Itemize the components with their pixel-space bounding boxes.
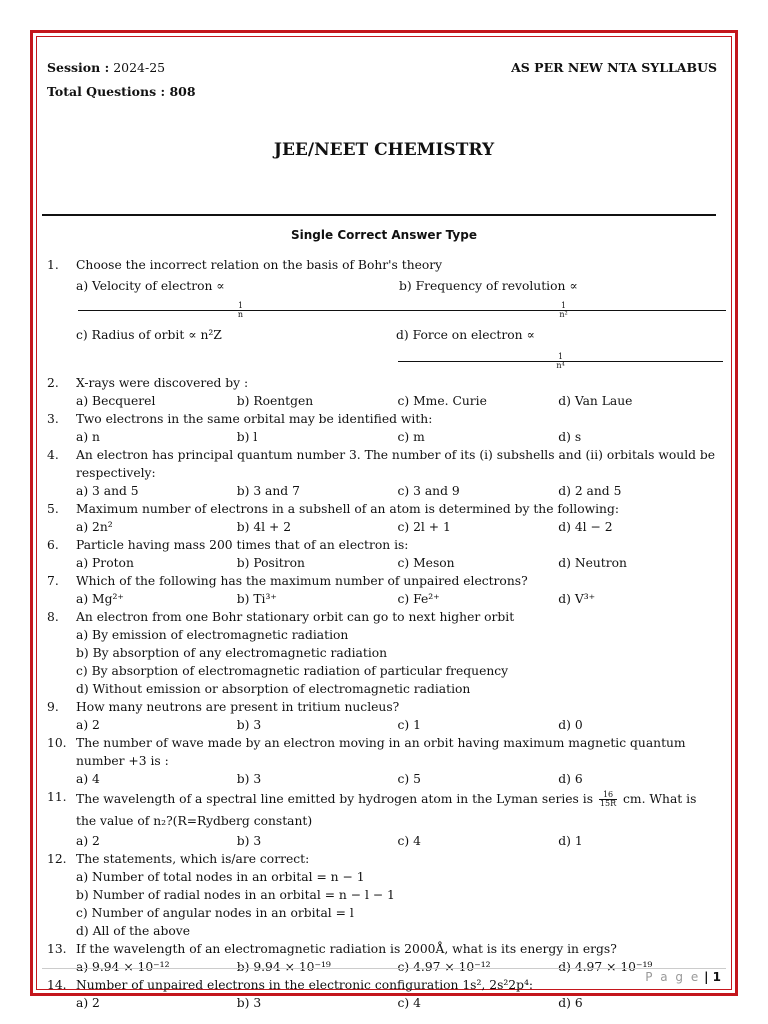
question-number: 14. [47,978,67,992]
option-b: b) Roentgen [236,394,314,408]
options-row [76,958,719,976]
question-list [47,256,719,1012]
options-row [76,428,719,446]
option-d: d) V³⁺ [558,592,596,606]
question-number: 12. [47,852,67,866]
option-d: d) s [558,430,582,444]
options-row [76,554,719,572]
question-text: Particle having mass 200 times that of an electron is: [76,538,409,552]
options-row [76,392,719,410]
option-a: a) 4 [76,772,100,786]
option-b: b) l [236,430,258,444]
frac-den: n⁴ [556,361,565,370]
option-a: a) 2 [76,834,100,848]
question-text: X-rays were discovered by : [76,376,249,390]
frac-den: n² [559,310,568,319]
option-d: d) Force on electron ∝ $\frac{1}{\text{n⁴}}$ [396,322,719,374]
question-number: 13. [47,942,67,956]
option-a: a) 2n² [76,520,113,534]
question-8 [47,608,719,698]
question-1 [47,256,719,374]
frac-num: 1 [78,302,403,311]
options-row [76,518,719,536]
question-number: 4. [47,448,59,462]
section-heading: Single Correct Answer Type [291,228,477,242]
question-10 [47,734,719,788]
frac-num: 16 [599,791,617,800]
option-c: c) Number of angular nodes in an orbital = l [76,906,354,920]
option-a: a) Proton [76,556,134,570]
option-d: d) Without emission or absorption of electromagnetic radiation [76,682,471,696]
question-number: 9. [47,700,59,714]
question-number: 1. [47,258,59,272]
page-number: | 1 [704,970,721,984]
question-text: Number of unpaired electrons in the electronic configuration 1s², 2s²2p⁴: [76,978,534,992]
question-5 [47,500,719,536]
frac-den: n [237,310,244,319]
option-b: b) 9.94 × 10⁻¹⁹ [236,960,331,974]
option-c: c) Radius of orbit ∝ n²Z [76,328,222,342]
option-b: b) 3 and 7 [236,484,300,498]
page-title: JEE/NEET CHEMISTRY [273,140,495,160]
option-a: a) 3 and 5 [76,484,139,498]
option-c: c) Meson [397,556,455,570]
syllabus-note: AS PER NEW NTA SYLLABUS [511,60,717,75]
total-questions: Total Questions : 808 [47,84,196,99]
option-a: a) 9.94 × 10⁻¹² [76,960,170,974]
option-c: c) 4 [397,996,421,1010]
option-d: d) 4.97 × 10⁻¹⁹ [558,960,653,974]
question-text: How many neutrons are present in tritium nucleus? [76,700,400,714]
question-number: 10. [47,736,67,750]
options-row [76,770,719,788]
question-text: An electron has principal quantum number 3. The number of its (i) subshells and (ii) orbitals would be respectively: [76,448,716,480]
option-c: c) Mme. Curie [397,394,487,408]
question-9 [47,698,719,734]
option-b: b) 3 [236,834,262,848]
option-c: c) 2l + 1 [397,520,451,534]
options-row [76,322,719,374]
option-a: a) Becquerel [76,394,156,408]
session-value: 2024-25 [113,60,166,75]
option-b: b) Positron [236,556,305,570]
question-7 [47,572,719,608]
frac-num: 1 [398,353,723,362]
option-d: d) All of the above [76,924,190,938]
question-number: 5. [47,502,59,516]
option-d: d) 6 [558,772,583,786]
question-3 [47,410,719,446]
option-c: c) 4 [397,834,421,848]
question-11 [47,788,719,850]
question-text: If the wavelength of an electromagnetic radiation is 2000Å, what is its energy in ergs? [76,942,617,956]
question-number: 8. [47,610,59,624]
session-info [47,60,165,75]
options-row [76,994,719,1012]
header-divider [42,214,716,216]
options-row [76,716,719,734]
page-footer [645,970,721,984]
session-label: Session : [47,60,110,75]
frac-num: 1 [401,302,726,311]
option-d: d) 1 [558,834,583,848]
option-d: d) 0 [558,718,583,732]
option-b: b) 4l + 2 [236,520,292,534]
question-6 [47,536,719,572]
question-number: 11. [47,790,67,804]
option-b: b) By absorption of any electromagnetic radiation [76,646,388,660]
options-row [76,482,719,500]
option-d: d) Neutron [558,556,627,570]
option-d: d) 4l − 2 [558,520,613,534]
option-a: a) 2 [76,718,100,732]
question-number: 6. [47,538,59,552]
option-a: a) Velocity of electron ∝ $\frac{1}{n}$ [76,274,399,322]
option-a: a) Mg²⁺ [76,592,124,606]
question-4 [47,446,719,500]
option-d: d) Van Laue [558,394,633,408]
question-number: 7. [47,574,59,588]
question-text: The number of wave made by an electron moving in an orbit having maximum magnetic quantum number +3 is : [76,736,686,768]
option-c: c) 3 and 9 [397,484,460,498]
option-c: c) 1 [397,718,421,732]
option-c: c) By absorption of electromagnetic radiation of particular frequency [76,664,509,678]
option-c: c) m [397,430,425,444]
option-a: a) 2 [76,996,100,1010]
question-number: 3. [47,412,59,426]
option-a: a) By emission of electromagnetic radiation [76,628,349,642]
question-12 [47,850,719,940]
option-d: d) 6 [558,996,583,1010]
option-d: d) 2 and 5 [558,484,622,498]
option-b: b) 3 [236,996,262,1010]
option-b: b) Number of radial nodes in an orbital = n − l − 1 [76,888,395,902]
question-text: The statements, which is/are correct: [76,852,310,866]
question-14 [47,976,719,1012]
options-row [76,274,719,322]
option-a: a) Number of total nodes in an orbital = n − 1 [76,870,365,884]
option-b: b) Frequency of revolution ∝ $\frac{1}{\text{n²}}$ [399,274,722,322]
option-c: c) Fe²⁺ [397,592,440,606]
question-text: Maximum number of electrons in a subshell of an atom is determined by the following: [76,502,619,516]
option-b: b) 3 [236,718,262,732]
frac-den: 15R [599,799,617,808]
question-text: Which of the following has the maximum number of unpaired electrons? [76,574,528,588]
page-label: P a g e [645,970,701,984]
question-13 [47,940,719,976]
question-text: The wavelength of a spectral line emitted by hydrogen atom in the Lyman series is $\frac{16}{15R}$ cm. What is the value of n₂?(R=Rydberg constant) [76,790,697,828]
option-b: b) 3 [236,772,262,786]
question-text: An electron from one Bohr stationary orbit can go to next higher orbit [76,610,515,624]
question-text: Two electrons in the same orbital may be identified with: [76,412,433,426]
option-c: c) 4.97 × 10⁻¹² [397,960,491,974]
option-c: c) 5 [397,772,421,786]
question-text: Choose the incorrect relation on the basis of Bohr's theory [76,258,443,272]
options-row [76,590,719,608]
question-2 [47,374,719,410]
options-row [76,832,719,850]
question-number: 2. [47,376,59,390]
footer-divider [42,968,726,969]
option-a: a) n [76,430,100,444]
option-b: b) Ti³⁺ [236,592,277,606]
